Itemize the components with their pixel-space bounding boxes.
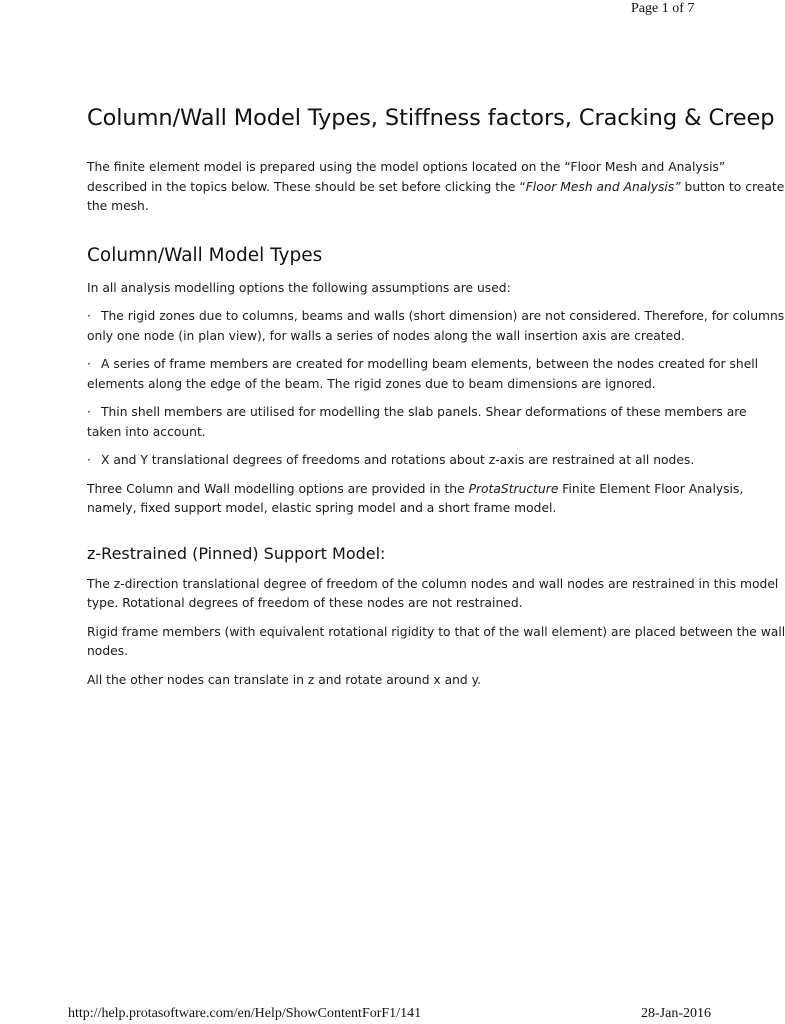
list-item-line-2: elements along the edge of the beam. The rigid zones due to beam dimensions are ignored. [87, 376, 656, 391]
list-item-line-1: A series of frame members are created for modelling beam elements, between the nodes created for shell [101, 357, 759, 371]
document-body [87, 100, 785, 690]
bullet-icon: · [87, 309, 91, 323]
intro-line-2-end: button to create [680, 179, 785, 194]
section-heading-pinned-support: z-Restrained (Pinned) Support Model: [87, 543, 386, 563]
intro-line-3: the mesh. [87, 199, 149, 213]
paragraph-line-1: The z-direction translational degree of freedom of the column nodes and wall nodes are restrained in this model [87, 576, 779, 591]
list-item [87, 355, 759, 394]
options-line-2: namely, fixed support model, elastic spring model and a short frame model. [87, 501, 557, 515]
list-item [87, 451, 701, 471]
document-title: Column/Wall Model Types, Stiffness factors, Cracking & Creep [87, 105, 775, 131]
bullet-icon: · [87, 405, 91, 419]
intro-paragraph [87, 158, 785, 217]
list-item-line-1: The rigid zones due to columns, beams and walls (short dimension) are not considered. Therefore, for columns [101, 309, 785, 323]
intro-line-2-start: described in the topics below. These should be set before clicking the “ [87, 179, 526, 194]
pinned-support-paragraph-2 [87, 623, 785, 662]
assumptions-intro: In all analysis modelling options the following assumptions are used: [87, 280, 511, 295]
pinned-support-paragraph-1 [87, 575, 779, 614]
list-item-line-1: Thin shell members are utilised for modelling the slab panels. Shear deformations of these members are [101, 405, 747, 419]
list-item [87, 403, 747, 442]
pinned-support-paragraph-3: All the other nodes can translate in z and rotate around x and y. [87, 672, 482, 687]
options-line-1-end: Finite Element Floor Analysis, [558, 481, 744, 496]
list-item-line-2: taken into account. [87, 424, 206, 439]
options-line-1-start: Three Column and Wall modelling options are provided in the [87, 481, 469, 496]
floor-mesh-button-reference: Floor Mesh and Analysis” [525, 179, 681, 194]
list-item-line-1: X and Y translational degrees of freedoms and rotations about z-axis are restrained at all nodes. [101, 453, 695, 467]
list-item [87, 307, 785, 346]
bullet-icon: · [87, 453, 91, 467]
page-number: Page 1 of 7 [631, 1, 695, 16]
product-name: ProtaStructure [468, 481, 559, 496]
bullet-icon: · [87, 357, 91, 371]
paragraph-line-1: Rigid frame members (with equivalent rotational rigidity to that of the wall element) are placed between the wall [87, 624, 785, 639]
list-item-line-2: only one node (in plan view), for walls a series of nodes along the wall insertion axis are created. [87, 328, 685, 343]
section-heading-model-types: Column/Wall Model Types [87, 244, 323, 266]
paragraph-line-2: type. Rotational degrees of freedom of these nodes are not restrained. [87, 596, 523, 610]
print-date: 28-Jan-2016 [641, 1006, 711, 1021]
paragraph-line-2: nodes. [87, 644, 129, 658]
modelling-options-paragraph [87, 480, 744, 519]
intro-line-1: The finite element model is prepared using the model options located on the “Floor Mesh and Analysis” [87, 160, 726, 174]
source-url: http://help.protasoftware.com/en/Help/ShowContentForF1/141 [68, 1006, 422, 1021]
